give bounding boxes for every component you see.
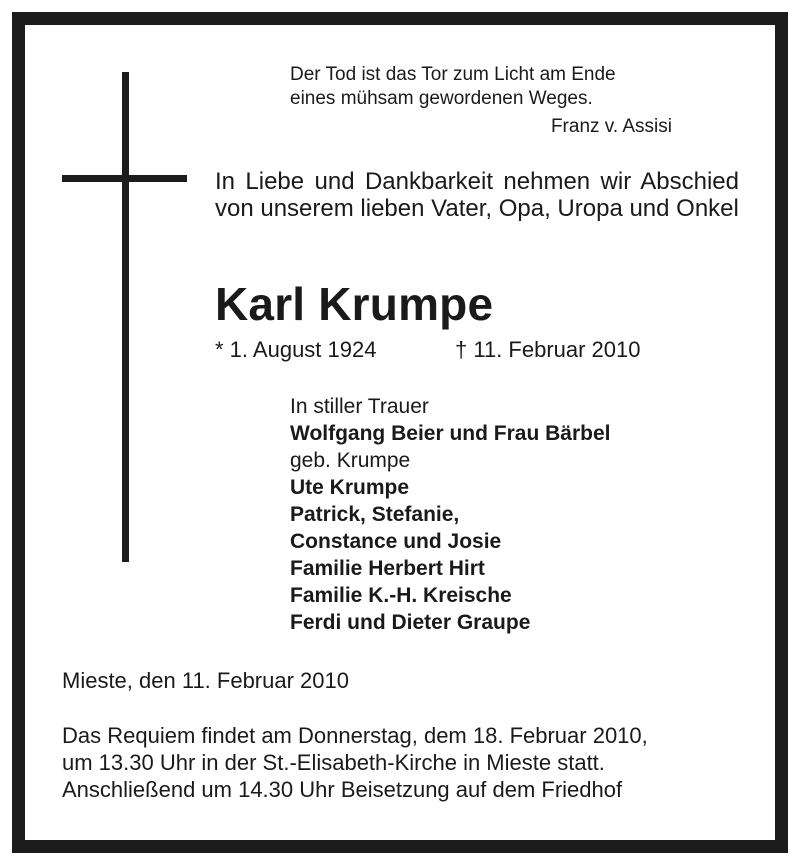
- birth-date: * 1. August 1924: [215, 337, 377, 362]
- requiem-line: Das Requiem findet am Donnerstag, dem 18. Februar 2010,: [62, 723, 648, 748]
- requiem-line: um 13.30 Uhr in der St.-Elisabeth-Kirche in Mieste statt.: [62, 750, 605, 775]
- deceased-name: Karl Krumpe: [215, 278, 494, 330]
- requiem-notice: [62, 722, 648, 803]
- mourner-line: Ute Krumpe: [290, 476, 410, 499]
- mourner-line: Ferdi und Dieter Graupe: [290, 611, 531, 634]
- requiem-line: Anschließend um 14.30 Uhr Beisetzung auf dem Friedhof: [62, 777, 623, 802]
- mourner-line: geb. Krumpe: [290, 449, 411, 472]
- mourners-heading: In stiller Trauer: [290, 395, 429, 418]
- mourner-line: Wolfgang Beier und Frau Bärbel: [290, 422, 611, 445]
- mourner-line: Patrick, Stefanie,: [290, 503, 460, 526]
- quote-line-1: Der Tod ist das Tor zum Licht am Ende: [290, 64, 616, 85]
- quote-author: Franz v. Assisi: [550, 116, 672, 137]
- death-date: † 11. Februar 2010: [455, 337, 641, 362]
- cross-icon: [122, 72, 129, 562]
- quote-line-2: eines mühsam gewordenen Weges.: [290, 88, 593, 109]
- mourners-block: [290, 393, 610, 636]
- mourner-line: Familie K.-H. Kreische: [290, 584, 512, 607]
- place-date: Mieste, den 11. Februar 2010: [62, 668, 349, 693]
- mourner-line: Constance und Josie: [290, 530, 502, 553]
- mourner-line: Familie Herbert Hirt: [290, 557, 485, 580]
- intro-text: In Liebe und Dankbarkeit nehmen wir Abschied von unserem lieben Vater, Opa, Uropa und Onkel: [215, 168, 739, 222]
- quote: [290, 63, 616, 111]
- cross-icon-bar: [62, 175, 187, 182]
